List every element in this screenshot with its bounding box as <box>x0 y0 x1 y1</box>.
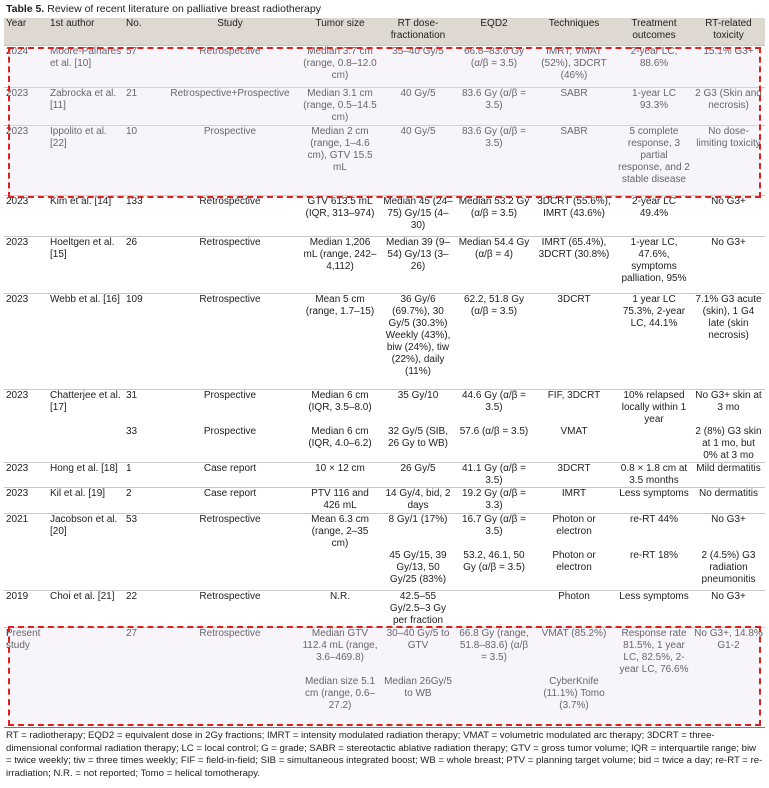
cell-tumor-size: Median 3.7 cm (range, 0.8–12.0 cm) <box>300 46 380 88</box>
header-no: No. <box>126 18 142 29</box>
cell-toxicity: 2 (4.5%) G3 radiation pneumonitis <box>701 550 756 585</box>
cell-tumor-size: Median 6 cm (IQR, 4.0–6.2) <box>308 426 372 449</box>
cell-toxicity: No G3+ <box>692 237 765 294</box>
cell-eqd2: 53.2, 46.1, 50 Gy (α/β = 3.5) <box>463 550 525 573</box>
cell-author: Kim et al. [14] <box>48 196 124 237</box>
cell-year <box>4 550 48 590</box>
cell-study: Retrospective <box>160 46 300 88</box>
table-row <box>4 426 765 463</box>
cell-tumor-size: Median 3.1 cm (range, 0.5–14.5 cm) <box>300 88 380 126</box>
cell-study: Retrospective <box>160 627 300 676</box>
cell-study: Prospective <box>160 126 300 196</box>
cell-techniques: FIF, 3DCRT <box>532 390 616 427</box>
cell-rt-dose: Median 45 (24–75) Gy/15 (4–30) <box>380 196 456 237</box>
table-caption <box>6 3 321 15</box>
header-study: Study <box>217 18 243 29</box>
cell-year: 2023 <box>4 294 48 390</box>
cell-study: Case report <box>160 463 300 488</box>
cell-outcomes: 2-year LC 49.4% <box>616 196 692 237</box>
cell-year: 2023 <box>4 463 48 488</box>
cell-outcomes: 10% relapsed locally within 1 year <box>616 390 692 427</box>
cell-no: 31 <box>124 390 160 427</box>
cell-toxicity: No G3+ <box>692 590 765 627</box>
cell-tumor-size: PTV 116 and 426 mL <box>300 488 380 514</box>
cell-rt-dose: 40 Gy/5 <box>380 126 456 196</box>
cell-eqd2 <box>456 590 532 627</box>
cell-outcomes: 1-year LC, 47.6%, symptoms palliation, 95% <box>616 237 692 294</box>
cell-tumor-size: Mean 6.3 cm (range, 2–35 cm) <box>300 514 380 551</box>
cell-outcomes: 1-year LC 93.3% <box>616 88 692 126</box>
table-row <box>4 237 765 294</box>
table-caption-text: Review of recent literature on palliative breast radiotherapy <box>44 3 321 15</box>
cell-year: 2021 <box>4 514 48 551</box>
table-row <box>4 390 765 427</box>
cell-tumor-size: Median size 5.1 cm (range, 0.6–27.2) <box>304 675 376 711</box>
table-row <box>4 627 765 676</box>
cell-outcomes <box>616 426 692 463</box>
cell-eqd2: 41.1 Gy (α/β = 3.5) <box>456 463 532 488</box>
table-caption-label: Table 5. <box>6 3 45 15</box>
cell-study: Retrospective+Prospective <box>160 88 300 126</box>
cell-no: 26 <box>124 237 160 294</box>
header-tumor-size: Tumor size <box>315 18 365 29</box>
header-rt-dose: RT dose-fractionation <box>390 18 446 41</box>
cell-outcomes: 5 complete response, 3 partial response, and 2 stable disease <box>616 126 692 196</box>
cell-year: 2019 <box>4 590 48 627</box>
cell-techniques: VMAT (85.2%) <box>532 627 616 676</box>
cell-techniques: SABR <box>532 88 616 126</box>
cell-techniques: CyberKnife (11.1%) Tomo (3.7%) <box>543 675 605 711</box>
cell-author: Hoeltgen et al. [15] <box>48 237 124 294</box>
cell-rt-dose: Median 39 (9–54) Gy/13 (3–26) <box>380 237 456 294</box>
cell-study: Retrospective <box>160 514 300 551</box>
cell-rt-dose: 35–40 Gy/5 <box>380 46 456 88</box>
table-row <box>4 88 765 126</box>
header-eqd2: EQD2 <box>480 18 508 29</box>
cell-eqd2: 66.8 Gy (range, 51.8–83.6) (α/β = 3.5) <box>456 627 532 676</box>
cell-study: Case report <box>160 488 300 514</box>
cell-outcomes: re-RT 44% <box>616 514 692 551</box>
cell-no: 22 <box>124 590 160 627</box>
cell-no: 10 <box>124 126 160 196</box>
cell-author <box>48 627 124 676</box>
cell-tumor-size: Mean 5 cm (range, 1.7–15) <box>300 294 380 390</box>
cell-outcomes: 1 year LC 75.3%, 2-year LC, 44.1% <box>616 294 692 390</box>
cell-toxicity: 2 (8%) G3 skin at 1 mo, but 0% at 3 mo <box>695 426 762 461</box>
cell-tumor-size: GTV 613.5 mL (IQR, 313–974) <box>300 196 380 237</box>
cell-no: 1 <box>124 463 160 488</box>
cell-year <box>4 676 48 726</box>
cell-year <box>4 426 48 463</box>
cell-year: 2024 <box>4 46 48 88</box>
cell-toxicity: No dose-limiting toxicity <box>692 126 765 196</box>
cell-eqd2: Median 54.4 Gy (α/β = 4) <box>456 237 532 294</box>
cell-year: 2023 <box>4 126 48 196</box>
cell-eqd2: 66.8–83.6 Gy (α/β = 3.5) <box>456 46 532 88</box>
table-footnote: RT = radiotherapy; EQD2 = equivalent dose in 2Gy fractions; IMRT = intensity modulated radiation therapy; VMAT = volumetric modulated arc therapy; 3DCRT = three-dimensional conformal radiation therapy; LC = local control; G = grade; SABR = stereotactic ablative radiation therapy; GTV = gross tumor volume; IQR = interquartile range; biw = twice weekly; tiw = three times weekly; FIF = field-in-field; SIB = simultaneous integrated boost; WB = whole breast; PTV = planning target volume; bid = twice a day; re-RT = re-irradiation; N.R. = not reported; Tomo = helical tomotherapy. <box>6 730 763 779</box>
cell-toxicity: No G3+ skin at 3 mo <box>692 390 765 427</box>
cell-author: Zabrocka et al. [11] <box>48 88 124 126</box>
cell-eqd2: 19.2 Gy (α/β = 3.3) <box>456 488 532 514</box>
cell-year: 2023 <box>4 196 48 237</box>
header-techniques: Techniques <box>548 18 600 29</box>
cell-techniques: Photon or electron <box>552 550 596 573</box>
literature-table <box>4 18 765 726</box>
cell-tumor-size: Median 2 cm (range, 1–4.6 cm), GTV 15.5 mL <box>300 126 380 196</box>
cell-toxicity: No G3+ <box>692 514 765 551</box>
cell-no <box>124 550 160 590</box>
cell-author: Moore-Palhares et al. [10] <box>48 46 124 88</box>
cell-rt-dose: 30–40 Gy/5 to GTV <box>380 627 456 676</box>
cell-rt-dose: 40 Gy/5 <box>380 88 456 126</box>
table-bottom-rule <box>4 727 765 728</box>
cell-tumor-size <box>300 550 380 590</box>
cell-outcomes: re-RT 18% <box>630 550 678 561</box>
cell-rt-dose: 36 Gy/6 (69.7%), 30 Gy/5 (30.3%) Weekly (43%), biw (24%), tiw (22%), daily (11%) <box>380 294 456 390</box>
cell-author: Hong et al. [18] <box>48 463 124 488</box>
cell-outcomes: 2-year LC, 88.6% <box>616 46 692 88</box>
cell-techniques: IMRT, VMAT (52%), 3DCRT (46%) <box>532 46 616 88</box>
cell-author: Choi et al. [21] <box>48 590 124 627</box>
cell-no: 109 <box>124 294 160 390</box>
cell-eqd2: 83.6 Gy (α/β = 3.5) <box>456 88 532 126</box>
cell-tumor-size: Median 6 cm (IQR, 3.5–8.0) <box>300 390 380 427</box>
cell-study: Prospective <box>160 390 300 427</box>
cell-toxicity: 7.1% G3 acute (skin), 1 G4 late (skin necrosis) <box>692 294 765 390</box>
cell-techniques: IMRT (65.4%), 3DCRT (30.8%) <box>532 237 616 294</box>
cell-study: Prospective <box>203 426 257 437</box>
cell-toxicity: Mild dermatitis <box>692 463 765 488</box>
cell-year: 2023 <box>4 488 48 514</box>
table-row <box>4 463 765 488</box>
table-row <box>4 126 765 196</box>
cell-outcomes <box>616 676 692 726</box>
header-outcomes: Treatment outcomes <box>631 18 677 41</box>
table-row <box>4 294 765 390</box>
cell-no: 133 <box>124 196 160 237</box>
cell-toxicity: No G3+, 14.8% G1-2 <box>692 627 765 676</box>
cell-no: 2 <box>124 488 160 514</box>
cell-eqd2: 44.6 Gy (α/β = 3.5) <box>456 390 532 427</box>
cell-year: Present study <box>4 627 48 676</box>
cell-rt-dose: 45 Gy/15, 39 Gy/13, 50 Gy/25 (83%) <box>389 550 447 585</box>
cell-tumor-size: N.R. <box>300 590 380 627</box>
table-row <box>4 488 765 514</box>
cell-rt-dose: 42.5–55 Gy/2.5–3 Gy per fraction <box>380 590 456 627</box>
cell-outcomes: 0.8 × 1.8 cm at 3.5 months <box>616 463 692 488</box>
cell-no: 21 <box>124 88 160 126</box>
cell-study: Retrospective <box>160 590 300 627</box>
cell-study: Retrospective <box>160 196 300 237</box>
cell-toxicity: 2 G3 (Skin and necrosis) <box>692 88 765 126</box>
cell-eqd2: 83.6 Gy (α/β = 3.5) <box>456 126 532 196</box>
cell-techniques: IMRT <box>532 488 616 514</box>
cell-eqd2: 16.7 Gy (α/β = 3.5) <box>456 514 532 551</box>
cell-toxicity: 15.1% G3+ <box>692 46 765 88</box>
header-author: 1st author <box>50 18 95 29</box>
cell-year: 2023 <box>4 390 48 427</box>
cell-author <box>48 550 124 590</box>
cell-rt-dose: 8 Gy/1 (17%) <box>380 514 456 551</box>
table-row <box>4 550 765 590</box>
cell-no: 57 <box>124 46 160 88</box>
cell-tumor-size: Median 1,206 mL (range, 242–4,112) <box>300 237 380 294</box>
cell-tumor-size: Median GTV 112.4 mL (range, 3.6–469.8) <box>300 627 380 676</box>
cell-eqd2 <box>456 676 532 726</box>
cell-author: Kil et al. [19] <box>48 488 124 514</box>
cell-techniques: 3DCRT (55.6%), IMRT (43.6%) <box>532 196 616 237</box>
cell-author <box>48 426 124 463</box>
cell-techniques: VMAT <box>560 426 588 437</box>
cell-study <box>160 550 300 590</box>
cell-no <box>124 676 160 726</box>
table-row <box>4 676 765 726</box>
table-row <box>4 514 765 551</box>
cell-tumor-size: 10 × 12 cm <box>300 463 380 488</box>
cell-rt-dose: 14 Gy/4, bid, 2 days <box>380 488 456 514</box>
cell-rt-dose: 26 Gy/5 <box>380 463 456 488</box>
cell-no: 33 <box>126 426 138 437</box>
cell-rt-dose: 35 Gy/10 <box>380 390 456 427</box>
cell-year: 2023 <box>4 88 48 126</box>
cell-rt-dose: 32 Gy/5 (SIB, 26 Gy to WB) <box>387 426 449 449</box>
cell-toxicity: No dermatitis <box>692 488 765 514</box>
cell-study: Retrospective <box>160 237 300 294</box>
cell-techniques: Photon or electron <box>532 514 616 551</box>
cell-techniques: SABR <box>532 126 616 196</box>
header-year: Year <box>6 18 27 29</box>
cell-author: Chatterjee et al. [17] <box>48 390 124 427</box>
cell-outcomes: Less symptoms <box>616 590 692 627</box>
cell-outcomes: Response rate 81.5%, 1 year LC, 82.5%, 2-year LC, 76.6% <box>616 627 692 676</box>
cell-study <box>160 676 300 726</box>
cell-techniques: Photon <box>532 590 616 627</box>
cell-eqd2: 57.6 (α/β = 3.5) <box>459 426 529 437</box>
cell-study: Retrospective <box>160 294 300 390</box>
table-header-row <box>4 18 765 46</box>
table-row <box>4 196 765 237</box>
cell-eqd2: 62.2, 51.8 Gy (α/β = 3.5) <box>456 294 532 390</box>
cell-author: Jacobson et al. [20] <box>48 514 124 551</box>
cell-outcomes: Less symptoms <box>616 488 692 514</box>
cell-no: 27 <box>124 627 160 676</box>
cell-author: Ippolito et al. [22] <box>48 126 124 196</box>
cell-eqd2: Median 53.2 Gy (α/β = 3.5) <box>456 196 532 237</box>
table-row <box>4 46 765 88</box>
cell-toxicity: No G3+ <box>692 196 765 237</box>
cell-toxicity <box>692 676 765 726</box>
cell-no: 53 <box>124 514 160 551</box>
cell-author <box>48 676 124 726</box>
cell-rt-dose: Median 26Gy/5 to WB <box>384 675 452 699</box>
cell-techniques: 3DCRT <box>532 294 616 390</box>
cell-author: Webb et al. [16] <box>48 294 124 390</box>
cell-techniques: 3DCRT <box>532 463 616 488</box>
header-toxicity: RT-related toxicity <box>705 18 752 41</box>
table-row <box>4 590 765 627</box>
cell-year: 2023 <box>4 237 48 294</box>
